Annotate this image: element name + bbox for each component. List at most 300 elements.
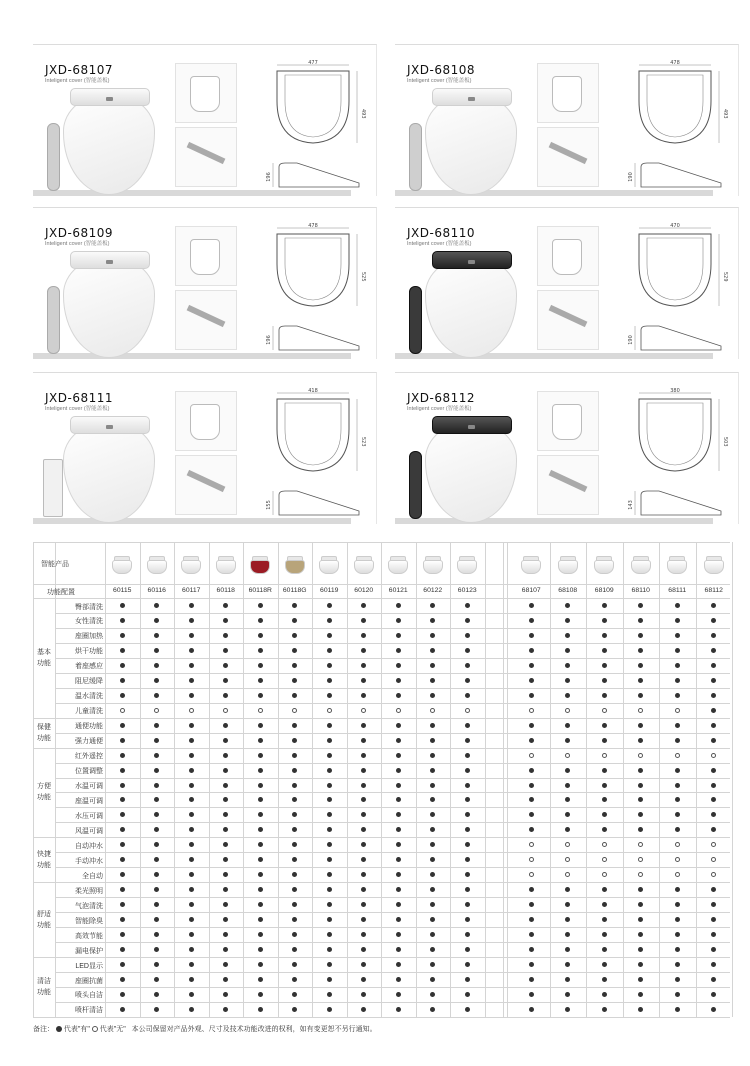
feature-present-dot [602,738,607,743]
feature-label: 位置调整 [75,768,103,776]
feature-present-dot [292,633,297,638]
feature-present-dot [396,768,401,773]
feature-present-dot [223,947,228,952]
feature-present-dot [529,887,534,892]
feature-present-dot [120,1007,125,1012]
feature-present-dot [189,633,194,638]
feature-present-dot [675,783,680,788]
feature-present-dot [430,618,435,623]
feature-present-dot [327,992,332,997]
feature-present-dot [711,633,716,638]
feature-present-dot [327,812,332,817]
feature-present-dot [189,812,194,817]
model-code: 68111 [668,587,687,594]
row-rule [55,703,730,704]
feature-present-dot [120,977,125,982]
feature-present-dot [258,648,263,653]
row-rule [55,673,730,674]
feature-present-dot [602,603,607,608]
feature-present-dot [396,663,401,668]
feature-present-dot [396,857,401,862]
feature-present-dot [529,977,534,982]
feature-present-dot [602,663,607,668]
feature-present-dot [465,962,470,967]
feature-present-dot [602,678,607,683]
feature-absent-dot [223,708,228,713]
feature-present-dot [711,738,716,743]
feature-present-dot [361,842,366,847]
feature-present-dot [189,887,194,892]
height-dimension: 190 [628,335,634,345]
feature-present-dot [529,992,534,997]
feature-present-dot [711,902,716,907]
feature-label: 漏电保护 [75,947,103,955]
feature-present-dot [223,932,228,937]
detail-photo [537,391,599,451]
bowl-icon [631,560,651,574]
feature-present-dot [430,1007,435,1012]
feature-absent-dot [154,708,159,713]
side-view-drawing [627,324,727,354]
width-dimension: 380 [670,388,680,394]
feature-present-dot [292,618,297,623]
feature-present-dot [465,618,470,623]
row-rule [55,778,730,779]
feature-present-dot [120,648,125,653]
feature-present-dot [565,783,570,788]
category-label: 清洁功能 [37,977,51,996]
feature-present-dot [258,678,263,683]
product-model: JXD-68111 [45,391,114,405]
feature-label: 强力通便 [75,738,103,746]
depth-dimension: 525 [360,272,366,282]
depth-dimension: 493 [360,109,366,119]
feature-present-dot [565,827,570,832]
filled-dot-icon [56,1026,62,1032]
feature-present-dot [396,753,401,758]
feature-present-dot [529,663,534,668]
feature-present-dot [154,902,159,907]
feature-label: 喷杆清洁 [75,1007,103,1015]
feature-present-dot [565,992,570,997]
row-rule [55,688,730,689]
row-rule [55,733,730,734]
feature-present-dot [361,977,366,982]
feature-present-dot [120,797,125,802]
feature-present-dot [396,738,401,743]
feature-present-dot [292,663,297,668]
feature-absent-dot [361,708,366,713]
feature-present-dot [154,962,159,967]
feature-present-dot [361,872,366,877]
feature-present-dot [465,753,470,758]
feature-present-dot [361,992,366,997]
top-view-drawing [265,224,365,310]
model-code: 68110 [631,587,650,594]
toilet-seat-image [425,421,517,523]
feature-present-dot [292,947,297,952]
remote-control-image [43,459,63,517]
feature-present-dot [258,618,263,623]
feature-present-dot [361,768,366,773]
feature-present-dot [258,738,263,743]
feature-present-dot [327,887,332,892]
category-rule [33,837,55,838]
feature-present-dot [258,917,263,922]
feature-absent-dot [711,857,716,862]
width-dimension: 470 [670,223,680,229]
height-dimension: 155 [266,500,272,510]
feature-present-dot [675,797,680,802]
bowl-icon [147,560,167,574]
feature-present-dot [465,947,470,952]
feature-present-dot [711,648,716,653]
feature-present-dot [465,693,470,698]
category-label: 基本功能 [37,648,51,667]
feature-present-dot [189,842,194,847]
feature-present-dot [430,977,435,982]
feature-present-dot [327,977,332,982]
depth-dimension: 529 [722,272,728,282]
row-rule [55,628,730,629]
feature-present-dot [430,738,435,743]
feature-present-dot [565,723,570,728]
feature-present-dot [223,753,228,758]
feature-label: 手动冲水 [75,857,103,865]
feature-present-dot [258,872,263,877]
feature-present-dot [465,603,470,608]
feature-present-dot [565,977,570,982]
bowl-icon [704,560,724,574]
feature-absent-dot [602,708,607,713]
model-code: 60118R [248,587,272,594]
feature-present-dot [154,768,159,773]
feature-present-dot [638,783,643,788]
feature-present-dot [638,887,643,892]
feature-present-dot [258,797,263,802]
nozzle-photo [175,127,237,187]
top-view-drawing [627,224,727,310]
feature-present-dot [189,678,194,683]
feature-present-dot [638,738,643,743]
feature-present-dot [120,663,125,668]
feature-present-dot [120,857,125,862]
feature-present-dot [154,887,159,892]
feature-present-dot [327,947,332,952]
nozzle-icon [187,142,226,164]
feature-present-dot [602,917,607,922]
feature-absent-dot [529,708,534,713]
product-thumbnail [421,554,445,576]
feature-present-dot [396,797,401,802]
feature-present-dot [565,633,570,638]
feature-present-dot [465,872,470,877]
feature-present-dot [361,633,366,638]
feature-present-dot [292,962,297,967]
feature-present-dot [258,947,263,952]
feature-present-dot [638,992,643,997]
feature-present-dot [396,812,401,817]
feature-present-dot [223,663,228,668]
feature-present-dot [258,902,263,907]
feature-label: 儿童清洗 [75,708,103,716]
row-rule [55,987,730,988]
feature-present-dot [711,917,716,922]
model-code: 60122 [423,587,443,594]
feature-present-dot [292,678,297,683]
feature-present-dot [258,857,263,862]
feature-present-dot [361,648,366,653]
feature-label: 高效节能 [75,932,103,940]
bowl-icon [285,560,305,574]
feature-present-dot [529,1007,534,1012]
feature-present-dot [602,693,607,698]
feature-present-dot [638,1007,643,1012]
feature-present-dot [223,887,228,892]
feature-present-dot [258,663,263,668]
feature-present-dot [430,872,435,877]
top-view-drawing [627,389,727,475]
feature-label: 气泡清洗 [75,902,103,910]
feature-label: 女性清洗 [75,618,103,626]
footnote-text: 本公司保留对产品外观、尺寸及技术功能改进的权利，如有变更恕不另行通知。 [131,1026,377,1033]
product-panel [395,207,739,359]
detail-photo [175,63,237,123]
product-model: JXD-68112 [407,391,476,405]
product-thumbnail [629,554,653,576]
feature-present-dot [430,768,435,773]
feature-present-dot [327,842,332,847]
width-dimension: 477 [308,60,318,66]
feature-present-dot [154,857,159,862]
bowl-icon [667,560,687,574]
footnote [33,1024,377,1034]
feature-present-dot [292,887,297,892]
feature-present-dot [292,603,297,608]
feature-present-dot [292,1007,297,1012]
feature-present-dot [565,678,570,683]
side-view-drawing [627,161,727,191]
model-code: 60119 [320,587,339,594]
bowl-icon [250,560,270,574]
row-rule [55,837,730,838]
product-subtitle: Inteligent cover (智能盖板) [45,78,110,84]
feature-present-dot [565,797,570,802]
feature-present-dot [430,902,435,907]
feature-present-dot [529,693,534,698]
row-rule [55,897,730,898]
seat-detail-icon [190,76,220,112]
feature-present-dot [361,887,366,892]
product-thumbnail [145,554,169,576]
feature-present-dot [396,723,401,728]
feature-present-dot [638,693,643,698]
feature-present-dot [361,753,366,758]
feature-present-dot [189,648,194,653]
feature-present-dot [430,962,435,967]
feature-present-dot [711,887,716,892]
feature-label: 自动冲水 [75,842,103,850]
nozzle-photo [175,455,237,515]
feature-present-dot [465,723,470,728]
feature-present-dot [189,932,194,937]
hollow-dot-icon [92,1026,98,1032]
nozzle-icon [549,142,588,164]
feature-absent-dot [638,708,643,713]
bowl-icon [594,560,614,574]
feature-present-dot [327,678,332,683]
detail-photo [537,63,599,123]
product-thumbnail [283,554,307,576]
side-control-panel-image [47,123,60,191]
product-thumbnail [556,554,580,576]
feature-present-dot [361,902,366,907]
width-dimension: 418 [308,388,318,394]
feature-present-dot [223,917,228,922]
row-rule [55,927,730,928]
toilet-seat-image [425,93,517,195]
feature-present-dot [529,723,534,728]
product-thumbnail [455,554,479,576]
feature-present-dot [154,827,159,832]
feature-present-dot [223,618,228,623]
feature-present-dot [223,693,228,698]
feature-present-dot [602,962,607,967]
feature-present-dot [396,1007,401,1012]
feature-absent-dot [396,708,401,713]
seat-detail-icon [552,76,582,112]
feature-present-dot [465,738,470,743]
feature-present-dot [327,872,332,877]
feature-present-dot [361,917,366,922]
feature-present-dot [361,678,366,683]
feature-absent-dot [638,857,643,862]
category-rule [33,957,55,958]
feature-present-dot [529,962,534,967]
feature-present-dot [711,768,716,773]
feature-present-dot [327,723,332,728]
feature-present-dot [120,932,125,937]
feature-present-dot [465,783,470,788]
feature-present-dot [154,663,159,668]
feature-present-dot [638,603,643,608]
feature-present-dot [465,902,470,907]
brand-logo-icon [106,97,113,101]
feature-present-dot [529,618,534,623]
feature-present-dot [711,827,716,832]
feature-label: 水压可调 [75,812,103,820]
feature-present-dot [602,1007,607,1012]
product-model: JXD-68110 [407,226,476,240]
feature-present-dot [465,648,470,653]
feature-present-dot [189,962,194,967]
nozzle-icon [187,470,226,492]
side-view-drawing [627,489,727,519]
feature-present-dot [189,947,194,952]
feature-present-dot [465,678,470,683]
feature-present-dot [361,932,366,937]
feature-absent-dot [565,842,570,847]
feature-present-dot [602,887,607,892]
feature-present-dot [675,827,680,832]
product-thumbnail [665,554,689,576]
feature-present-dot [154,693,159,698]
feature-present-dot [565,932,570,937]
feature-present-dot [223,723,228,728]
feature-present-dot [154,633,159,638]
row-rule [55,882,730,883]
feature-present-dot [258,633,263,638]
feature-present-dot [602,812,607,817]
feature-present-dot [292,768,297,773]
product-subtitle: Inteligent cover (智能盖板) [407,241,472,247]
feature-present-dot [223,633,228,638]
nozzle-photo [537,127,599,187]
feature-present-dot [292,932,297,937]
feature-present-dot [223,827,228,832]
product-thumbnail [214,554,238,576]
feature-present-dot [675,768,680,773]
feature-present-dot [430,992,435,997]
feature-present-dot [223,872,228,877]
feature-present-dot [430,827,435,832]
feature-present-dot [711,603,716,608]
toilet-seat-image [63,256,155,358]
toilet-seat-image [63,93,155,195]
feature-present-dot [638,648,643,653]
feature-present-dot [602,992,607,997]
feature-absent-dot [529,872,534,877]
height-dimension: 196 [266,335,272,345]
row-rule [55,643,730,644]
feature-present-dot [396,947,401,952]
feature-present-dot [529,932,534,937]
feature-present-dot [638,723,643,728]
feature-present-dot [120,992,125,997]
product-panel [395,44,739,196]
feature-present-dot [430,723,435,728]
feature-present-dot [327,797,332,802]
side-view-drawing [265,161,365,191]
side-control-panel-image [409,286,422,354]
feature-present-dot [292,797,297,802]
feature-present-dot [711,663,716,668]
feature-present-dot [223,992,228,997]
feature-present-dot [396,842,401,847]
feature-present-dot [638,618,643,623]
feature-present-dot [638,797,643,802]
feature-present-dot [292,723,297,728]
brand-logo-icon [106,260,113,264]
model-code: 60117 [182,587,201,594]
toilet-seat-image [63,421,155,523]
feature-present-dot [465,812,470,817]
feature-present-dot [529,603,534,608]
feature-present-dot [675,738,680,743]
feature-present-dot [189,693,194,698]
feature-present-dot [396,917,401,922]
feature-present-dot [223,812,228,817]
feature-present-dot [258,932,263,937]
feature-present-dot [396,603,401,608]
product-model: JXD-68109 [45,226,114,240]
feature-present-dot [258,887,263,892]
feature-present-dot [396,962,401,967]
row-rule [55,822,730,823]
feature-present-dot [154,872,159,877]
feature-present-dot [711,797,716,802]
feature-present-dot [154,723,159,728]
